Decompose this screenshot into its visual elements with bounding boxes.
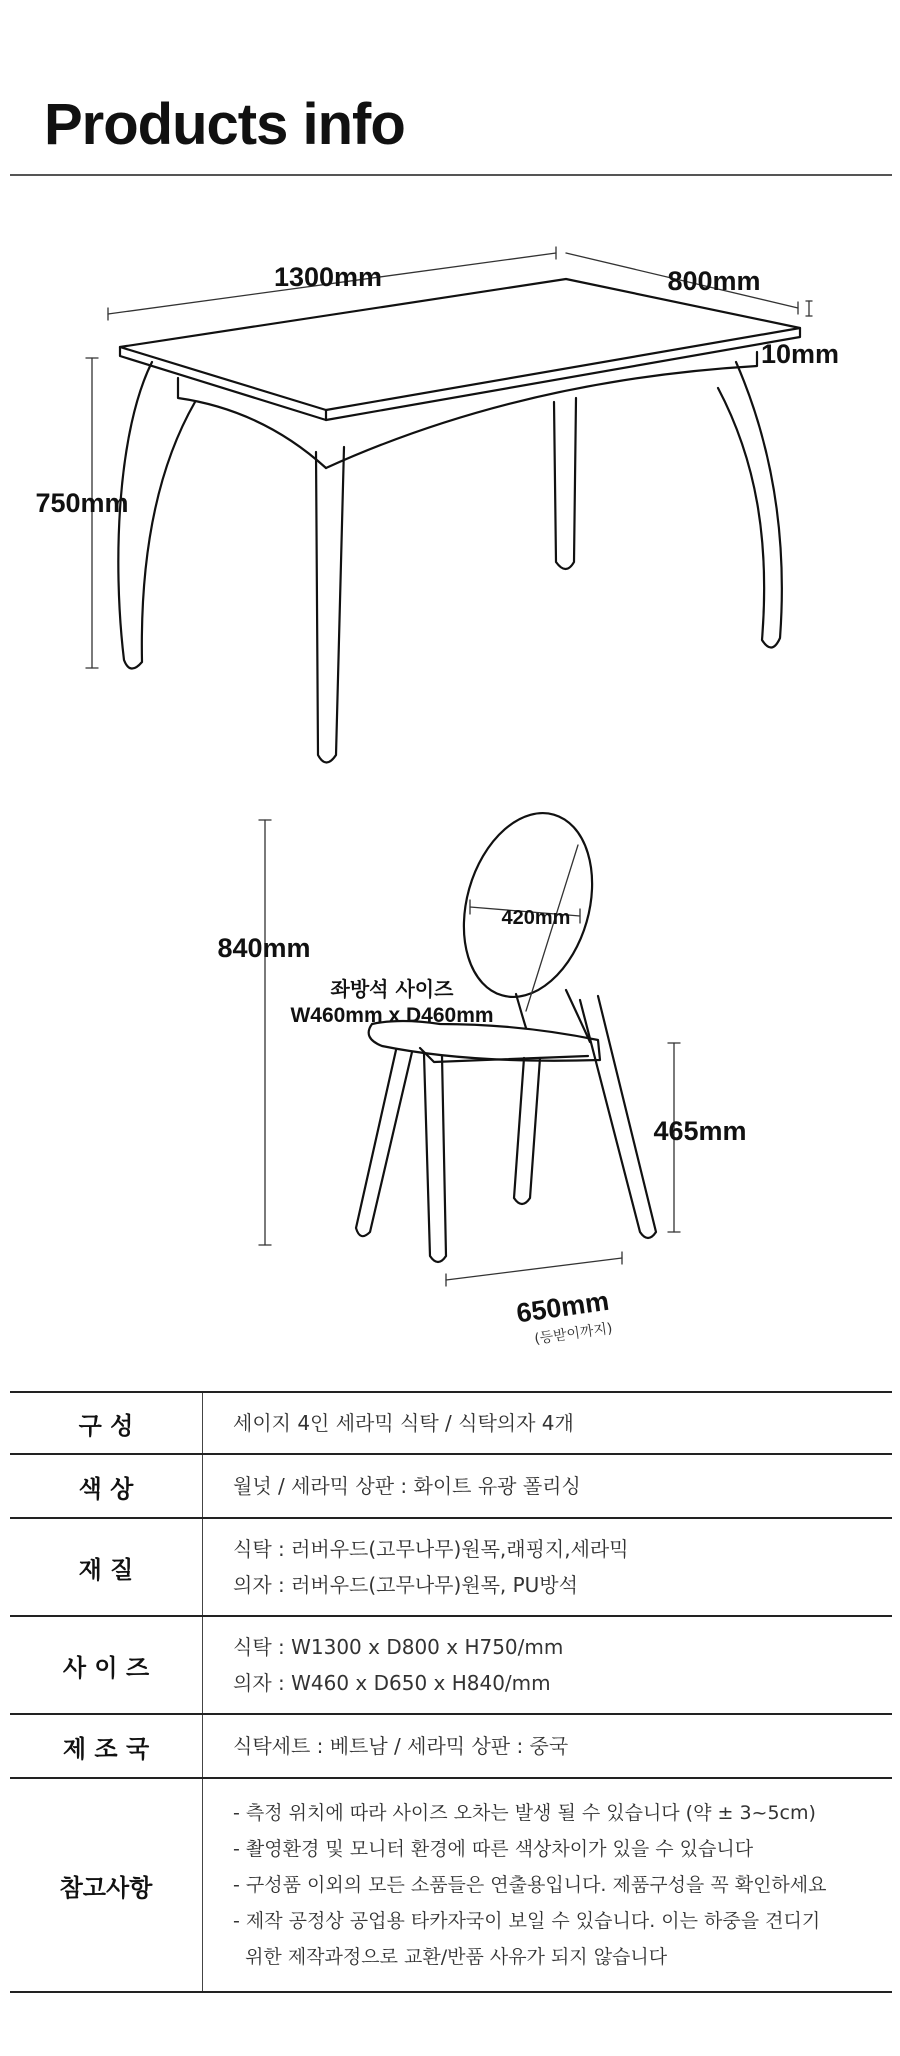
table-dimension-lines bbox=[86, 247, 812, 668]
note-line: 위한 제작과정으로 교환/반품 사유가 되지 않습니다 bbox=[233, 1946, 668, 1968]
spec-line: 의자 : 러버우드(고무나무)원목, PU방석 bbox=[233, 1573, 578, 1597]
spec-value-notes bbox=[203, 1778, 893, 1992]
spec-line: 식탁 : W1300 x D800 x H750/mm bbox=[233, 1635, 564, 1659]
table-row bbox=[10, 1714, 892, 1778]
table-row bbox=[10, 1454, 892, 1518]
chair-seat-size-value: W460mm x D460mm bbox=[290, 1004, 494, 1027]
chair-seat-size-title: 좌방석 사이즈 bbox=[330, 977, 454, 1001]
table-row bbox=[10, 1518, 892, 1616]
chair-illustration bbox=[356, 798, 656, 1262]
table-row bbox=[10, 1778, 892, 1992]
table-thickness-label: 10mm bbox=[760, 339, 840, 369]
spec-line: 세이지 4인 세라믹 식탁 / 식탁의자 4개 bbox=[233, 1411, 574, 1435]
spec-line: 식탁세트 : 베트남 / 세라믹 상판 : 중국 bbox=[233, 1734, 569, 1758]
table-illustration bbox=[118, 279, 800, 763]
spec-value-size bbox=[203, 1616, 893, 1714]
chair-depth-note: (등받이까지) bbox=[533, 1320, 614, 1348]
chair-height-label: 840mm bbox=[217, 933, 311, 963]
chair-back-width-label: 420mm bbox=[501, 907, 571, 929]
note-line: - 제작 공정상 공업용 타카자국이 보일 수 있습니다. 이는 하중을 견디기 bbox=[233, 1910, 821, 1932]
table-row bbox=[10, 1392, 892, 1454]
spec-value-material bbox=[203, 1518, 893, 1616]
table-depth-label: 800mm bbox=[667, 266, 761, 296]
note-line: - 촬영환경 및 모니터 환경에 따른 색상차이가 있을 수 있습니다 bbox=[233, 1838, 754, 1860]
spec-value-composition bbox=[203, 1392, 893, 1454]
spec-value-color bbox=[203, 1454, 893, 1518]
spec-label-material: 재 질 bbox=[10, 1518, 203, 1616]
spec-line: 월넛 / 세라믹 상판 : 화이트 유광 폴리싱 bbox=[233, 1474, 581, 1498]
spec-label-color: 색 상 bbox=[10, 1454, 203, 1518]
table-height-label: 750mm bbox=[35, 488, 129, 518]
table-row bbox=[10, 1616, 892, 1714]
table-width-label: 1300mm bbox=[273, 262, 383, 292]
chair-depth-label: 650mm bbox=[514, 1285, 611, 1329]
spec-label-size: 사 이 즈 bbox=[10, 1616, 203, 1714]
spec-label-notes: 참고사항 bbox=[10, 1778, 203, 1992]
page-title: Products info bbox=[44, 92, 405, 157]
spec-line: 식탁 : 러버우드(고무나무)원목,래핑지,세라믹 bbox=[233, 1537, 629, 1561]
note-line: - 구성품 이외의 모든 소품들은 연출용입니다. 제품구성을 꼭 확인하세요 bbox=[233, 1874, 827, 1896]
spec-value-origin bbox=[203, 1714, 893, 1778]
spec-label-composition: 구 성 bbox=[10, 1392, 203, 1454]
spec-table bbox=[10, 1391, 892, 1993]
spec-label-origin: 제 조 국 bbox=[10, 1714, 203, 1778]
chair-seat-height-label: 465mm bbox=[653, 1116, 747, 1146]
note-line: - 측정 위치에 따라 사이즈 오차는 발생 될 수 있습니다 (약 ± 3~5cm) bbox=[233, 1802, 816, 1824]
spec-line: 의자 : W460 x D650 x H840/mm bbox=[233, 1671, 551, 1695]
